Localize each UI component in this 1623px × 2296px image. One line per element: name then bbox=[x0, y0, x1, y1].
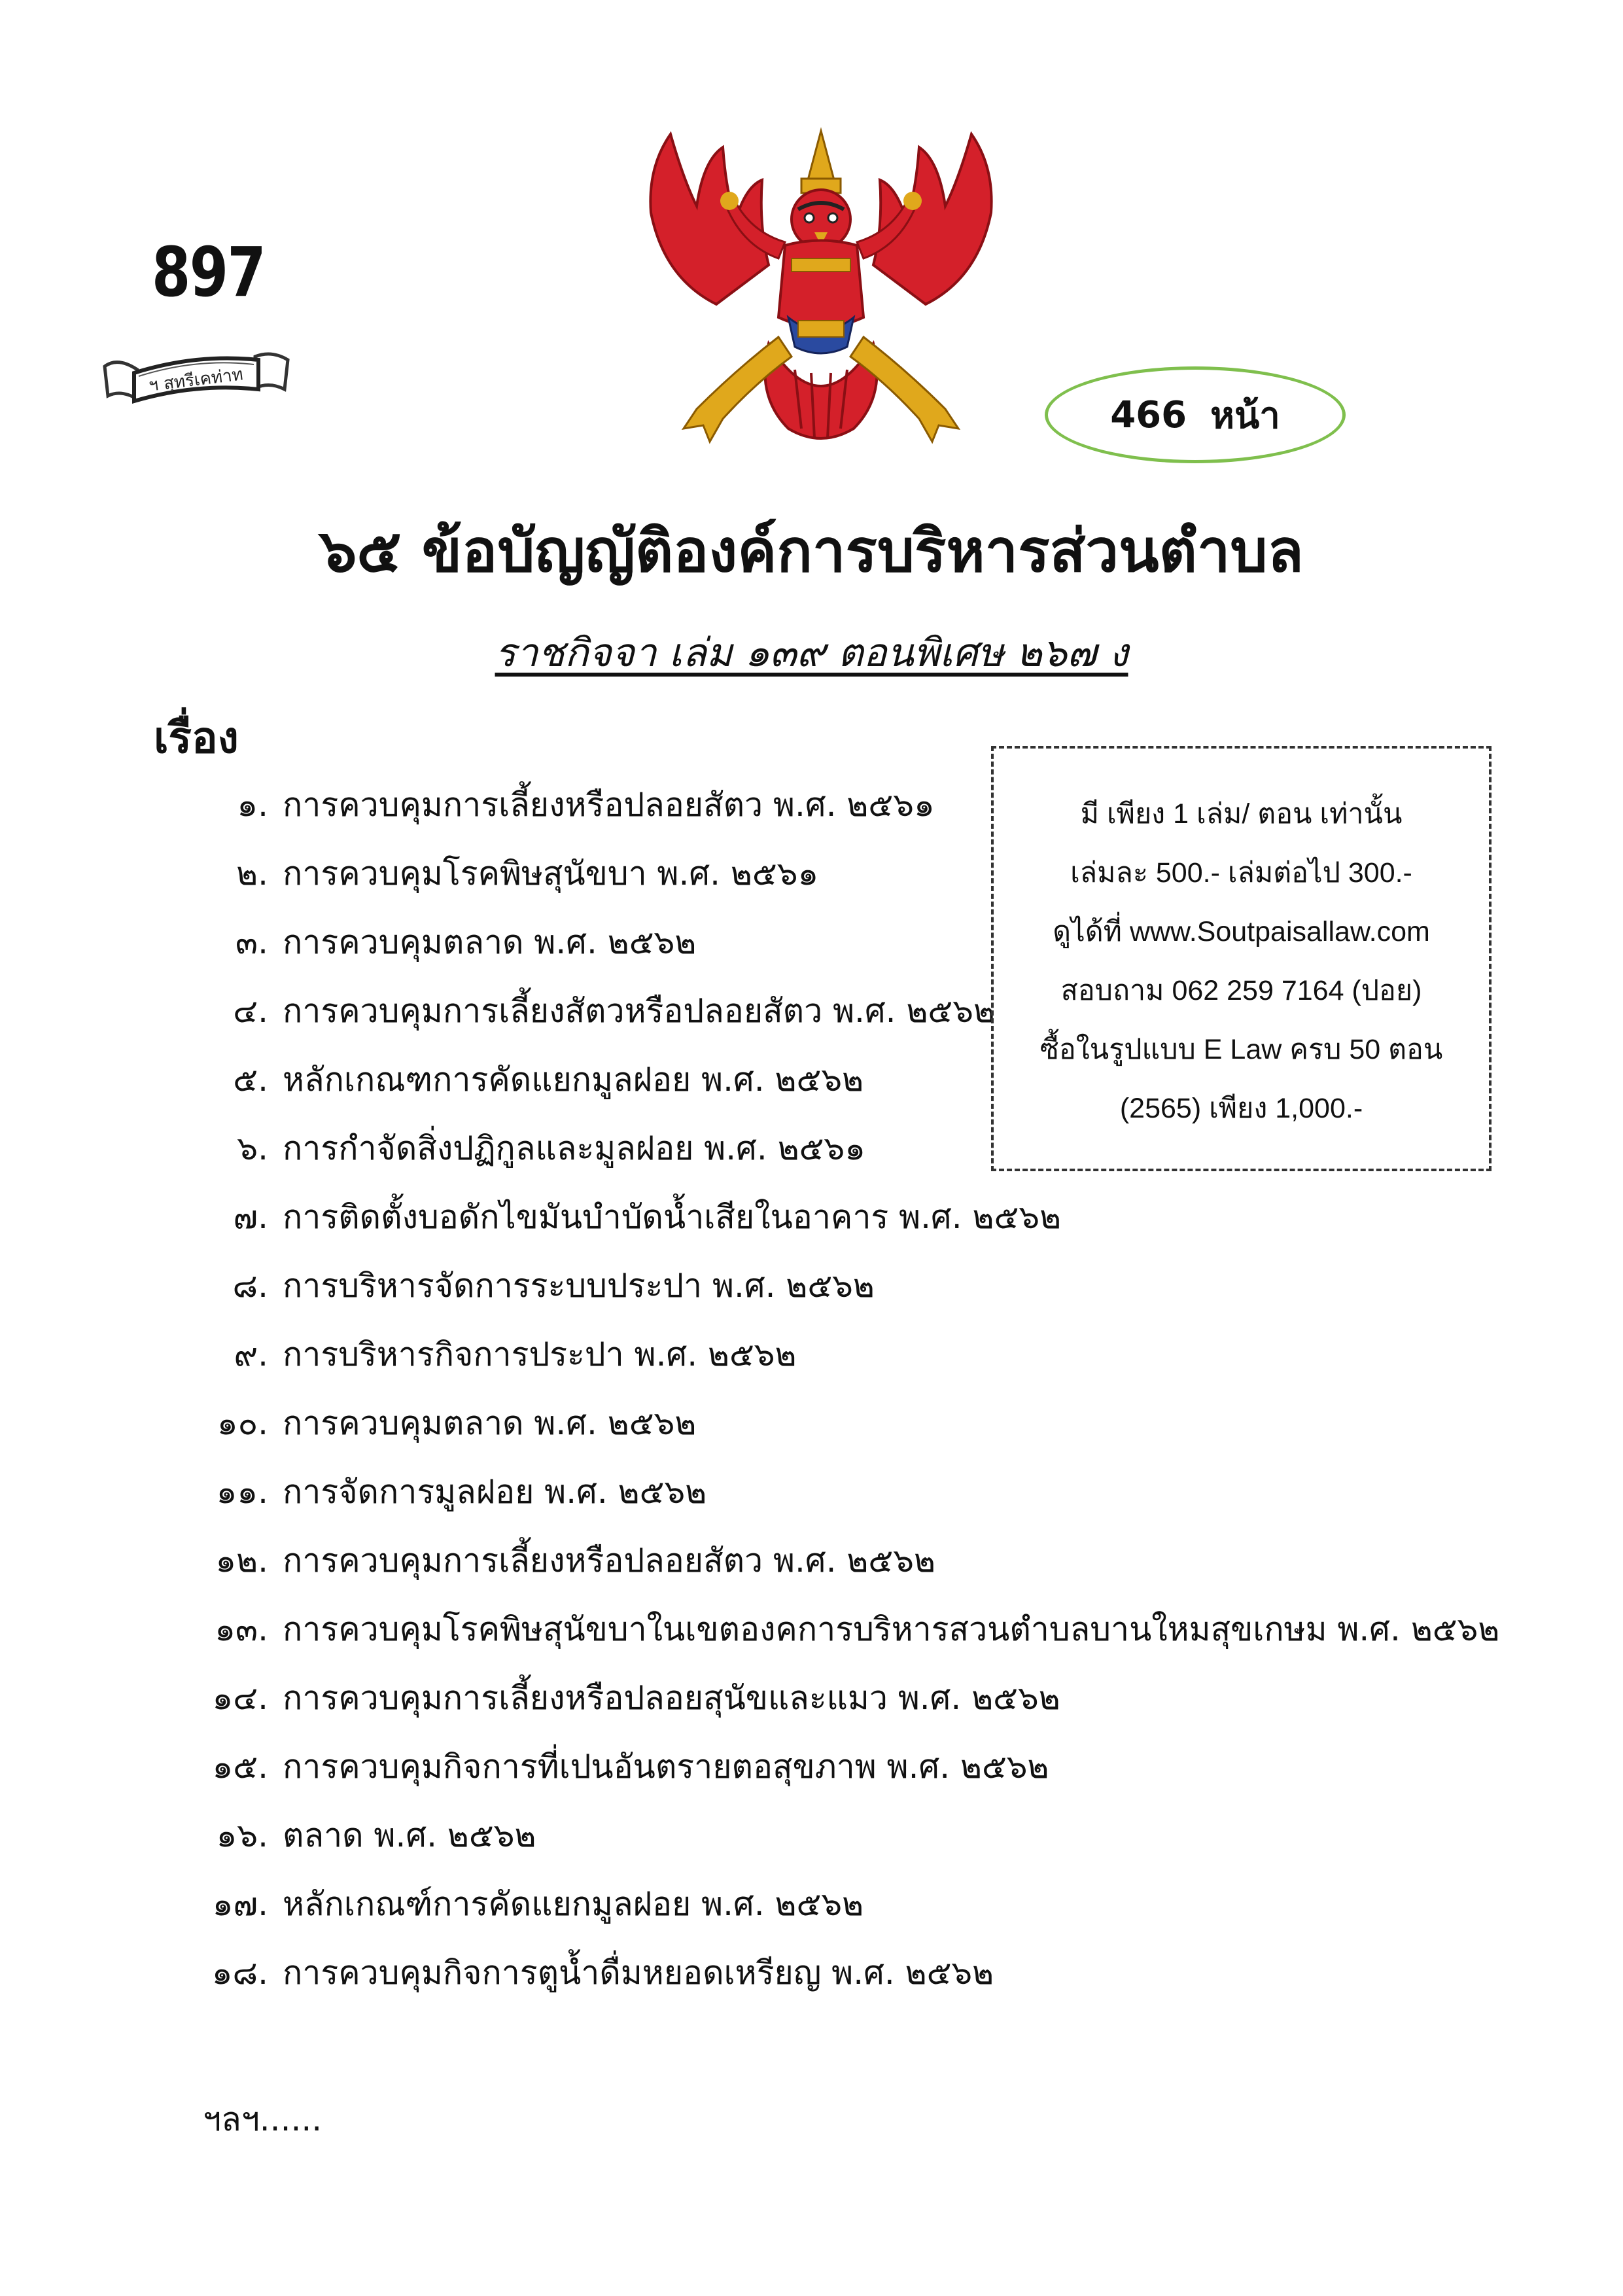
list-item: ๕. หลักเกณฑการคัดแยกมูลฝอย พ.ศ. ๒๕๖๒ bbox=[233, 1061, 864, 1099]
info-line: ซื้อในรูปแบบ E Law ครบ 50 ตอน bbox=[1039, 1034, 1443, 1065]
info-line: มี เพียง 1 เล่ม/ ตอน เท่านั้น bbox=[1080, 798, 1403, 830]
info-line: เล่มละ 500.- เล่มต่อไป 300.- bbox=[1070, 857, 1412, 889]
ribbon-seal-icon bbox=[98, 337, 294, 415]
list-item: ๒. การควบคุมโรคพิษสุนัขบา พ.ศ. ๒๕๖๑ bbox=[236, 855, 819, 892]
ribbon-text: ฯ สุทรีเคท่าท bbox=[147, 364, 245, 396]
list-item: ๑๖. ตลาด พ.ศ. ๒๕๖๒ bbox=[216, 1816, 536, 1854]
list-item: ๑๐. การควบคุมตลาด พ.ศ. ๒๕๖๒ bbox=[217, 1404, 697, 1442]
subject-heading: เรื่อง bbox=[154, 713, 239, 763]
page-count: 466 bbox=[1110, 393, 1187, 436]
list-item: ๑๕. การควบคุมกิจการที่เปนอันตรายตอสุขภาพ พ.ศ. ๒๕๖๒ bbox=[212, 1748, 1049, 1786]
info-line-price: (2565) เพียง 1,000.- bbox=[1119, 1093, 1363, 1124]
list-item: ๑๘. การควบคุมกิจการตูน้ำดื่มหยอดเหรียญ พ.ศ. ๒๕๖๒ bbox=[211, 1954, 994, 1992]
etc-marker: ฯลฯ...... bbox=[203, 2100, 323, 2138]
list-item: ๑๓. การควบคุมโรคพิษสุนัขบาในเขตองคการบริหารสวนตำบลบานใหมสุขเกษม พ.ศ. ๒๕๖๒ bbox=[215, 1610, 1500, 1648]
list-item: ๑. การควบคุมการเลี้ยงหรือปลอยสัตว พ.ศ. ๒๕๖๑ bbox=[237, 786, 935, 824]
page-title: ๖๕ ข้อบัญญัติองค์การบริหารส่วนตำบล bbox=[319, 517, 1304, 586]
info-line-website: ดูได้ที่ www.Soutpaisallaw.com bbox=[1053, 916, 1430, 947]
list-item: ๓. การควบคุมตลาด พ.ศ. ๒๕๖๒ bbox=[235, 923, 697, 961]
list-item: ๑๗. หลักเกณฑ์การคัดแยกมูลฝอย พ.ศ. ๒๕๖๒ bbox=[212, 1885, 864, 1923]
list-item: ๑๑. การจัดการมูลฝอย พ.ศ. ๒๕๖๒ bbox=[216, 1473, 707, 1511]
document-number: 897 bbox=[152, 232, 266, 312]
list-item: ๙. การบริหารกิจการประปา พ.ศ. ๒๕๖๒ bbox=[234, 1335, 797, 1373]
list-item: ๔. การควบคุมการเลี้ยงสัตวหรือปลอยสัตว พ.ศ. ๒๕๖๒ bbox=[233, 992, 995, 1030]
info-line-phone: สอบถาม 062 259 7164 (ปอย) bbox=[1060, 975, 1422, 1006]
list-item: ๘. การบริหารจัดการระบบประปา พ.ศ. ๒๕๖๒ bbox=[232, 1267, 875, 1305]
gazette-reference: ราชกิจจา เล่ม ๑๓๙ ตอนพิเศษ ๒๖๗ ง bbox=[495, 630, 1128, 676]
page-unit: หน้า bbox=[1210, 394, 1280, 437]
list-item: ๖. การกำจัดสิ่งปฏิกูลและมูลฝอย พ.ศ. ๒๕๖๑ bbox=[237, 1129, 865, 1167]
list-item: ๑๒. การควบคุมการเลี้ยงหรือปลอยสัตว พ.ศ. ๒๕๖๒ bbox=[215, 1542, 935, 1580]
list-item: ๗. การติดตั้งบอดักไขมันบำบัดน้ำเสียในอาคาร พ.ศ. ๒๕๖๒ bbox=[233, 1198, 1062, 1236]
garuda-emblem-icon bbox=[638, 121, 1004, 474]
page-count-badge bbox=[1045, 366, 1346, 463]
list-item: ๑๔. การควบคุมการเลี้ยงหรือปลอยสุนัขและแมว พ.ศ. ๒๕๖๒ bbox=[212, 1679, 1060, 1717]
info-box bbox=[991, 746, 1492, 1171]
